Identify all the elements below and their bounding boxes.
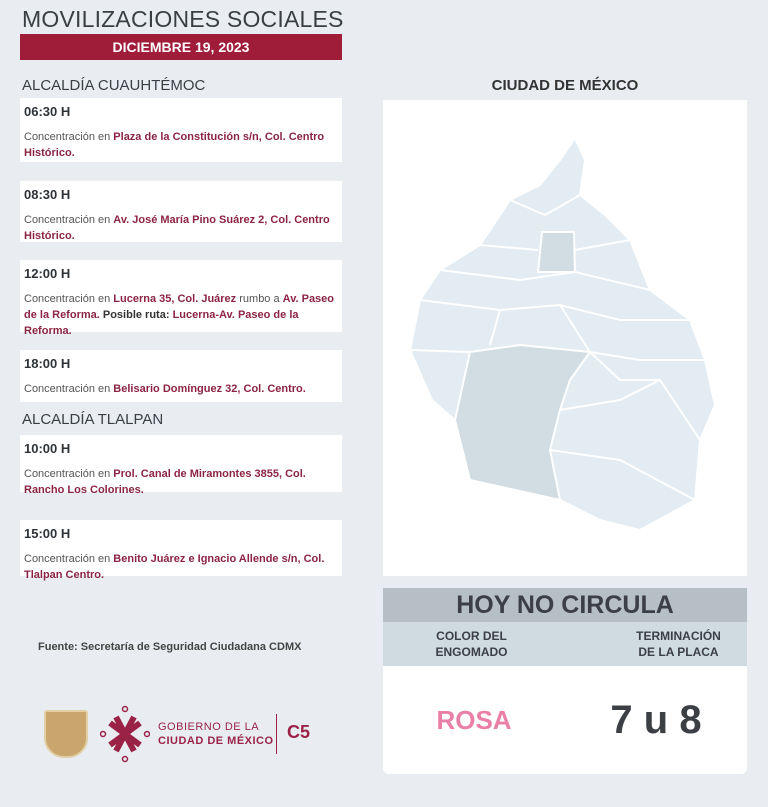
connector: en xyxy=(94,131,114,143)
event-card xyxy=(20,350,342,402)
event-card xyxy=(20,181,342,242)
cdmx-map xyxy=(383,100,747,576)
event-card xyxy=(20,98,342,162)
event-card xyxy=(20,435,342,496)
event-card xyxy=(20,520,342,581)
hoy-no-circula-title: HOY NO CIRCULA xyxy=(383,588,747,622)
sticker-color-header: COLOR DEL ENGOMADO xyxy=(435,629,508,659)
event-time: 10:00 H xyxy=(24,441,71,456)
event-route: Lucerna-Av. Paseo de la Reforma. xyxy=(24,309,299,337)
cdmx-government-logo-icon xyxy=(100,705,150,763)
connector: en xyxy=(94,293,114,305)
event-type: Concentración xyxy=(24,553,95,565)
c5-logo: C5 xyxy=(287,722,311,742)
cdmx-shield-icon xyxy=(44,710,88,758)
map-outline xyxy=(410,138,715,530)
plate-ending-header: TERMINACIÓN DE LA PLACA xyxy=(636,629,721,659)
page-title: MOVILIZACIONES SOCIALES xyxy=(22,6,344,32)
event-place: Prol. Canal de Miramontes 3855, Col. Rancho Los Colorines. xyxy=(24,468,306,496)
event-place: Plaza de la Constitución s/n, Col. Centro Histórico. xyxy=(24,131,325,159)
event-time: 12:00 H xyxy=(24,266,71,281)
event-time: 18:00 H xyxy=(24,356,71,371)
date-banner: DICIEMBRE 19, 2023 xyxy=(20,34,342,60)
connector: en xyxy=(94,468,114,480)
event-place: Belisario Domínguez 32, Col. Centro. xyxy=(113,383,306,395)
event-destination: Av. Paseo de la Reforma. xyxy=(24,293,335,321)
hoy-no-circula-panel xyxy=(383,588,747,774)
event-type: Concentración xyxy=(24,293,95,305)
government-logo-text xyxy=(158,720,274,748)
connector: en xyxy=(94,553,114,565)
source-note: Fuente: Secretaría de Seguridad Ciudadana CDMX xyxy=(38,641,302,653)
logo-line1: GOBIERNO DE LA xyxy=(158,721,260,733)
event-time: 08:30 H xyxy=(24,187,71,202)
alcaldia-cuauhtemoc xyxy=(538,232,575,272)
event-type: Concentración xyxy=(24,383,95,395)
map-panel xyxy=(383,100,747,576)
connector: rumbo a xyxy=(236,293,283,305)
connector: en xyxy=(94,383,114,395)
section-heading: ALCALDÍA TLALPAN xyxy=(22,411,164,428)
connector: en xyxy=(94,214,114,226)
event-type: Concentración xyxy=(24,131,95,143)
connector: Posible ruta: xyxy=(99,309,173,321)
plate-ending-value: 7 u 8 xyxy=(610,697,702,742)
event-place: Av. José María Pino Suárez 2, Col. Centro Histórico. xyxy=(24,214,330,242)
event-place: Lucerna 35, Col. Juárez xyxy=(113,293,237,305)
sticker-color-value: ROSA xyxy=(436,704,512,735)
event-time: 15:00 H xyxy=(24,526,71,541)
event-time: 06:30 H xyxy=(24,104,71,119)
logo-line2: CIUDAD DE MÉXICO xyxy=(158,735,274,747)
event-type: Concentración xyxy=(24,468,95,480)
event-type: Concentración xyxy=(24,214,95,226)
event-place: Benito Juárez e Ignacio Allende s/n, Col. Tlalpan Centro. xyxy=(24,553,325,581)
logo-divider xyxy=(276,714,277,754)
map-title: CIUDAD DE MÉXICO xyxy=(491,77,639,94)
section-heading: ALCALDÍA CUAUHTÉMOC xyxy=(22,77,206,94)
event-card xyxy=(20,260,342,337)
